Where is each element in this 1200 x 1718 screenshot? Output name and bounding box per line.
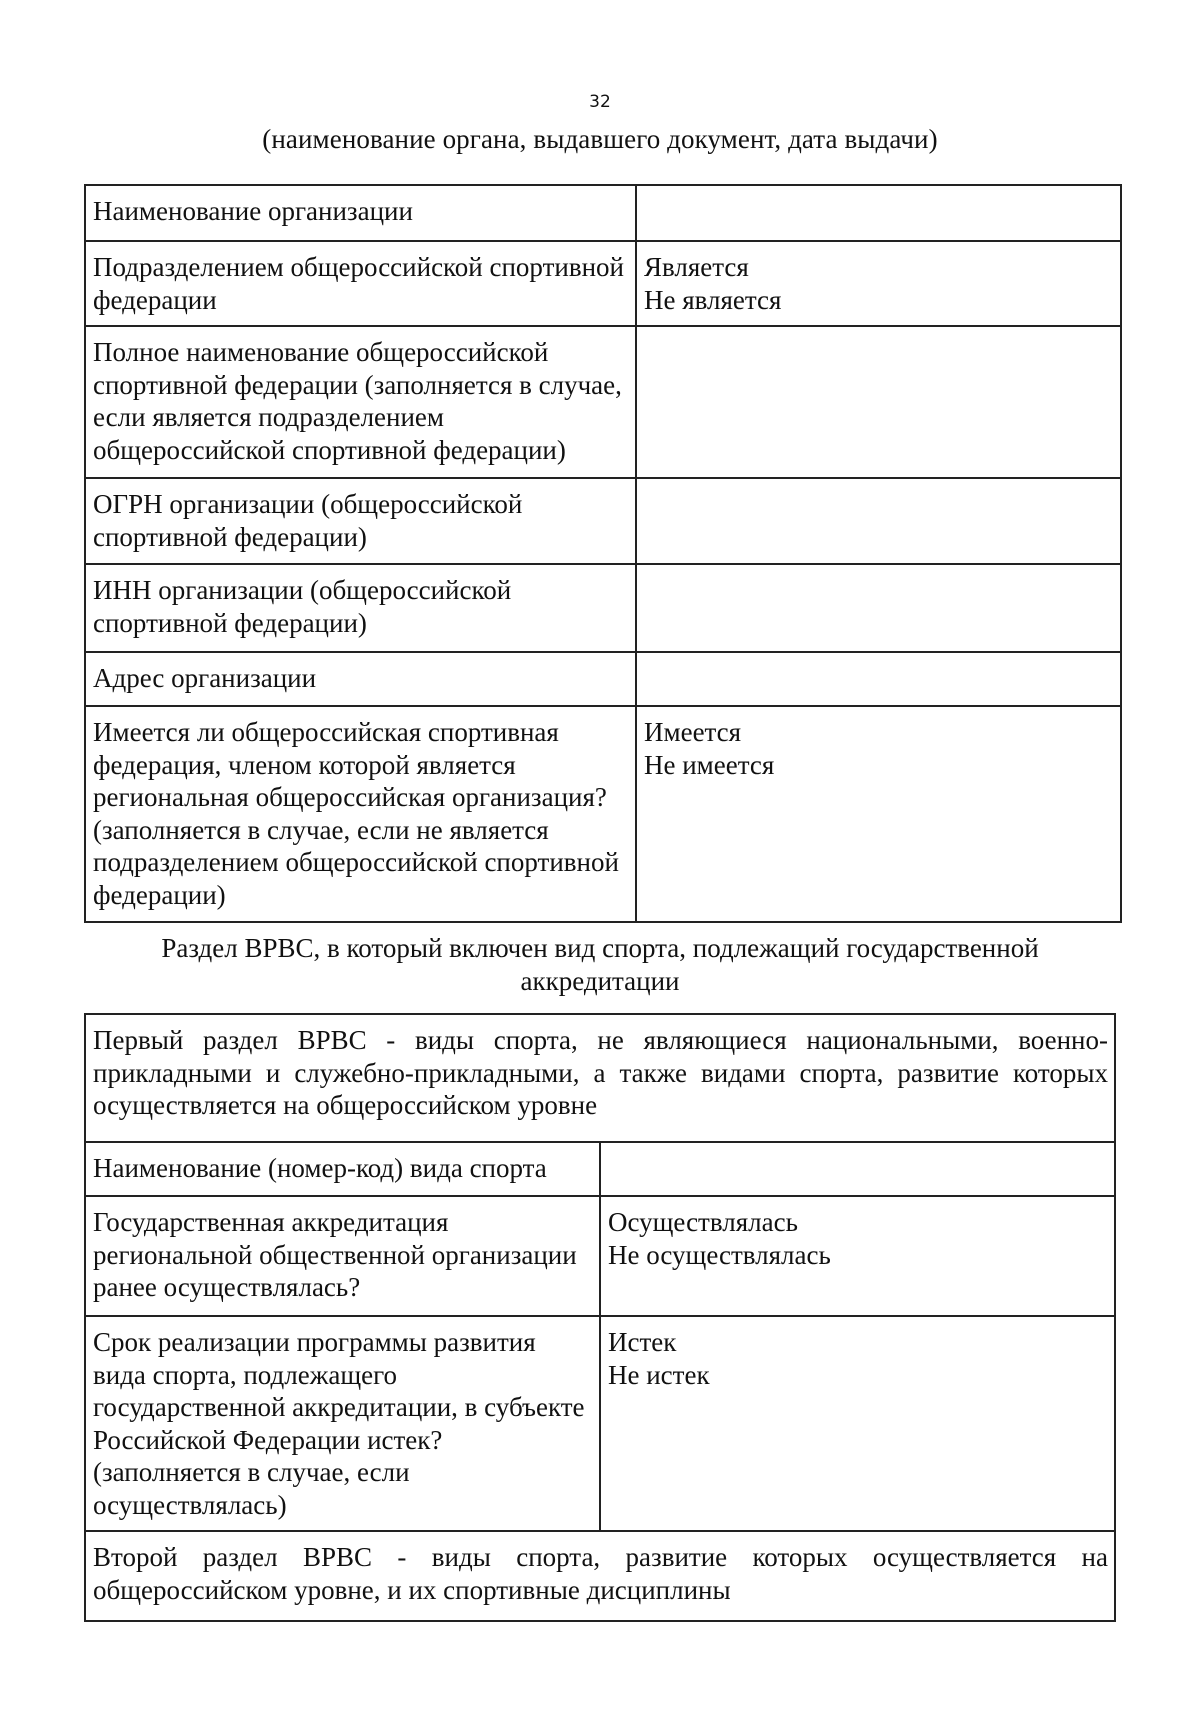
option-not-carried-out[interactable]: Не осуществлялась xyxy=(608,1239,831,1270)
input-address[interactable] xyxy=(636,652,1121,706)
table-row xyxy=(85,564,1121,652)
table-row xyxy=(85,326,1121,478)
second-section-description[interactable]: Второй раздел ВРВС - виды спорта, развитие которых осуществляется на общероссийском уровне, и их спортивные дисциплины xyxy=(85,1531,1115,1621)
label-federation-full-name: Полное наименование общероссийской спортивной федерации (заполняется в случае, если является подразделением общероссийской спортивной федерации) xyxy=(85,326,636,478)
label-address: Адрес организации xyxy=(85,652,636,706)
input-federation-full-name[interactable] xyxy=(636,326,1121,478)
label-federation-membership: Имеется ли общероссийская спортивная федерация, членом которой является региональная общероссийская организация? (заполняется в случае, если не является подразделением общероссийской спортивной федерации) xyxy=(85,706,636,922)
sport-section-table xyxy=(84,1013,1116,1622)
table-row xyxy=(85,1316,1115,1531)
label-sport-name-code: Наименование (номер-код) вида спорта xyxy=(85,1142,600,1196)
option-is-not[interactable]: Не является xyxy=(644,284,782,315)
table-row xyxy=(85,478,1121,564)
option-not-expired[interactable]: Не истек xyxy=(608,1359,710,1390)
label-program-term-expired: Срок реализации программы развития вида спорта, подлежащего государственной аккредитации, в субъекте Российской Федерации истек? (заполняется в случае, если осуществлялась) xyxy=(85,1316,600,1531)
organization-table xyxy=(84,184,1122,923)
first-section-description[interactable]: Первый раздел ВРВС - виды спорта, не являющиеся национальными, военно-прикладными и служебно-прикладными, а также видами спорта, развитие которых осуществляется на общероссийском уровне xyxy=(85,1014,1115,1142)
options-federation-membership xyxy=(636,706,1121,922)
table-row xyxy=(85,1142,1115,1196)
option-exists[interactable]: Имеется xyxy=(644,717,742,747)
option-not-exists[interactable]: Не имеется xyxy=(644,749,775,780)
input-sport-name-code[interactable] xyxy=(600,1142,1115,1196)
label-inn: ИНН организации (общероссийской спортивной федерации) xyxy=(85,564,636,652)
table-row xyxy=(85,241,1121,326)
issuer-caption: (наименование органа, выдавшего документ, дата выдачи) xyxy=(262,124,938,154)
options-federation-subdivision xyxy=(636,241,1121,326)
label-federation-subdivision: Подразделением общероссийской спортивной федерации xyxy=(85,241,636,326)
section-heading: Раздел ВРВС, в который включен вид спорта, подлежащий государственной аккредитации xyxy=(161,933,1039,996)
option-expired[interactable]: Истек xyxy=(608,1327,677,1357)
table-row xyxy=(85,652,1121,706)
label-ogrn: ОГРН организации (общероссийской спортивной федерации) xyxy=(85,478,636,564)
table-row xyxy=(85,185,1121,241)
page-number: 32 xyxy=(589,92,611,112)
table-row xyxy=(85,1531,1115,1621)
table-row xyxy=(85,706,1121,922)
label-previous-accreditation: Государственная аккредитация региональной общественной организации ранее осуществлялась? xyxy=(85,1196,600,1316)
label-organization-name: Наименование организации xyxy=(85,185,636,241)
input-inn[interactable] xyxy=(636,564,1121,652)
options-program-term-expired xyxy=(600,1316,1115,1531)
option-carried-out[interactable]: Осуществлялась xyxy=(608,1207,798,1237)
input-ogrn[interactable] xyxy=(636,478,1121,564)
option-is[interactable]: Является xyxy=(644,252,749,282)
input-organization-name[interactable] xyxy=(636,185,1121,241)
options-previous-accreditation xyxy=(600,1196,1115,1316)
table-row xyxy=(85,1014,1115,1142)
table-row xyxy=(85,1196,1115,1316)
